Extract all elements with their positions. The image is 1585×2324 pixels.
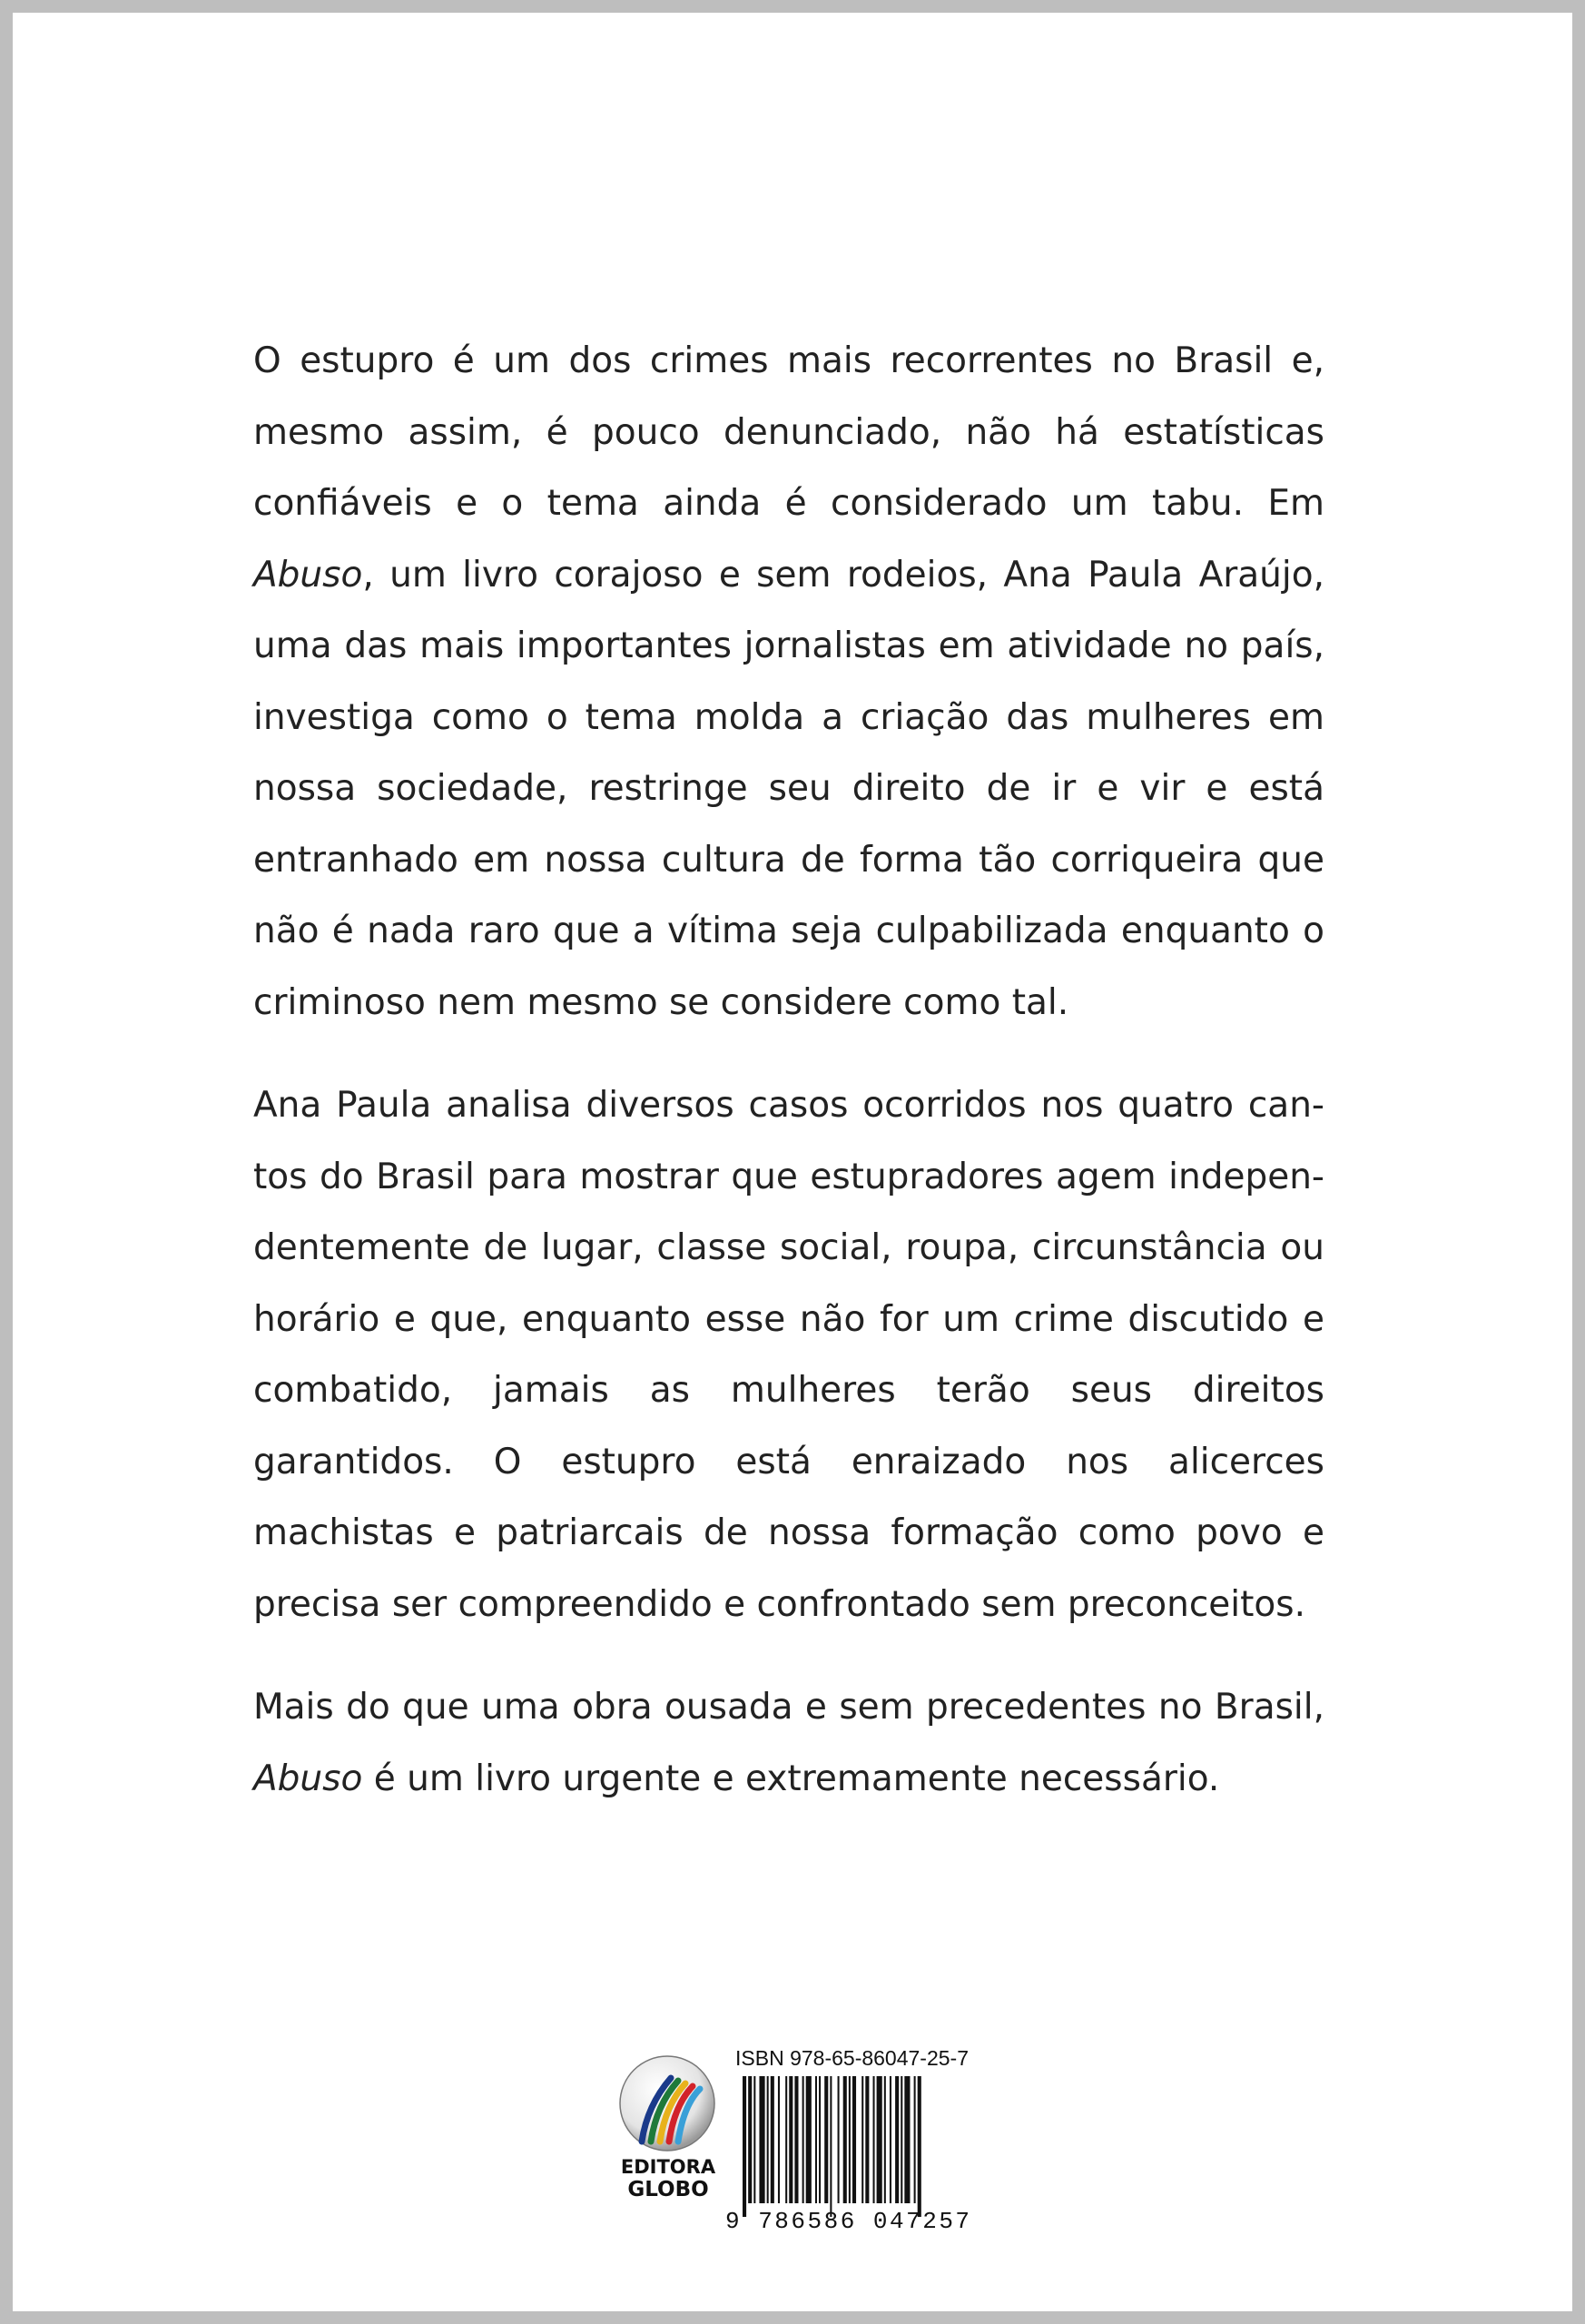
barcode-bar — [838, 2076, 840, 2203]
barcode-bar — [873, 2076, 875, 2203]
barcode-bar — [890, 2076, 891, 2203]
barcode-bar — [901, 2076, 902, 2203]
svg-text:EDITORA: EDITORA — [620, 2156, 716, 2178]
synopsis-paragraph-1: O estupro é um dos crimes mais recorrentes no Brasil e, mesmo assim, é pouco denunciado, não há estatísticas confiáveis e o tema ainda é considerado um tabu. Em Abuso, um livro corajoso e sem rodeios, Ana Paula Araújo, uma das mais importantes jornalistas em atividade no país, investiga como o tema molda a criação das mulheres em nossa sociedade, restringe seu direito de ir e vir e está entranhado em nossa cultura de forma tão corriqueira que não é nada raro que a vítima seja culpabilizada enquanto o criminoso nem mesmo se considere como tal. — [253, 340, 1324, 1023]
barcode-bar — [767, 2076, 769, 2203]
synopsis-paragraph-3: Mais do que uma obra ousada e sem precedentes no Brasil, Abuso é um livro urgente e extremamente necessário. — [253, 1687, 1324, 1799]
back-cover-page — [13, 13, 1572, 2311]
barcode-bar — [785, 2076, 787, 2203]
book-title-inline: Abuso — [253, 554, 363, 596]
barcode-bar — [861, 2076, 863, 2203]
editora-globo-logo — [615, 2051, 722, 2214]
barcode-digits: 9 786586 047257 — [725, 2208, 972, 2235]
barcode-bar — [865, 2076, 869, 2203]
barcode-bar — [815, 2076, 817, 2203]
barcode-bar — [877, 2076, 882, 2203]
barcode-bar — [802, 2076, 804, 2203]
barcode-bar — [904, 2076, 910, 2203]
barcode-bar — [819, 2076, 821, 2203]
svg-text:GLOBO: GLOBO — [627, 2178, 709, 2201]
barcode-bar — [748, 2076, 752, 2203]
barcode-bar — [914, 2076, 916, 2203]
barcode-bar — [778, 2076, 780, 2203]
barcode-bar — [843, 2076, 847, 2203]
barcode-bar — [794, 2076, 798, 2203]
book-title-inline: Abuso — [253, 1758, 363, 1799]
barcode-bar — [771, 2076, 774, 2203]
barcode-bar — [806, 2076, 812, 2203]
isbn-label: ISBN 978-65-86047-25-7 — [735, 2046, 969, 2070]
barcode-bar — [830, 2076, 832, 2217]
barcode-bar — [789, 2076, 792, 2203]
barcode-bar — [824, 2076, 828, 2203]
barcode-bar — [852, 2076, 856, 2203]
barcode-bar — [849, 2076, 851, 2203]
synopsis-paragraph-2: Ana Paula analisa diversos casos ocorridos nos quatro cantos do Brasil para mostrar que estupradores agem independentemente de lugar, classe social, roupa, circunstância ou horário e que, enquanto esse não for um crime discutido e combatido, jamais as mulheres terão seus direitos garantidos. O estupro está enraizado nos alicerces machistas e patriarcais de nossa formação como povo e precisa ser compreendido e confrontado sem preconceitos. — [253, 1085, 1324, 1625]
synopsis-text — [253, 326, 1324, 1815]
isbn-barcode — [739, 2076, 979, 2217]
barcode-bar — [918, 2076, 921, 2217]
barcode-bar — [895, 2076, 899, 2203]
barcode-bar — [743, 2076, 746, 2217]
barcode-bar — [753, 2076, 755, 2203]
barcode-bar — [759, 2076, 764, 2203]
barcode-bar — [884, 2076, 886, 2203]
